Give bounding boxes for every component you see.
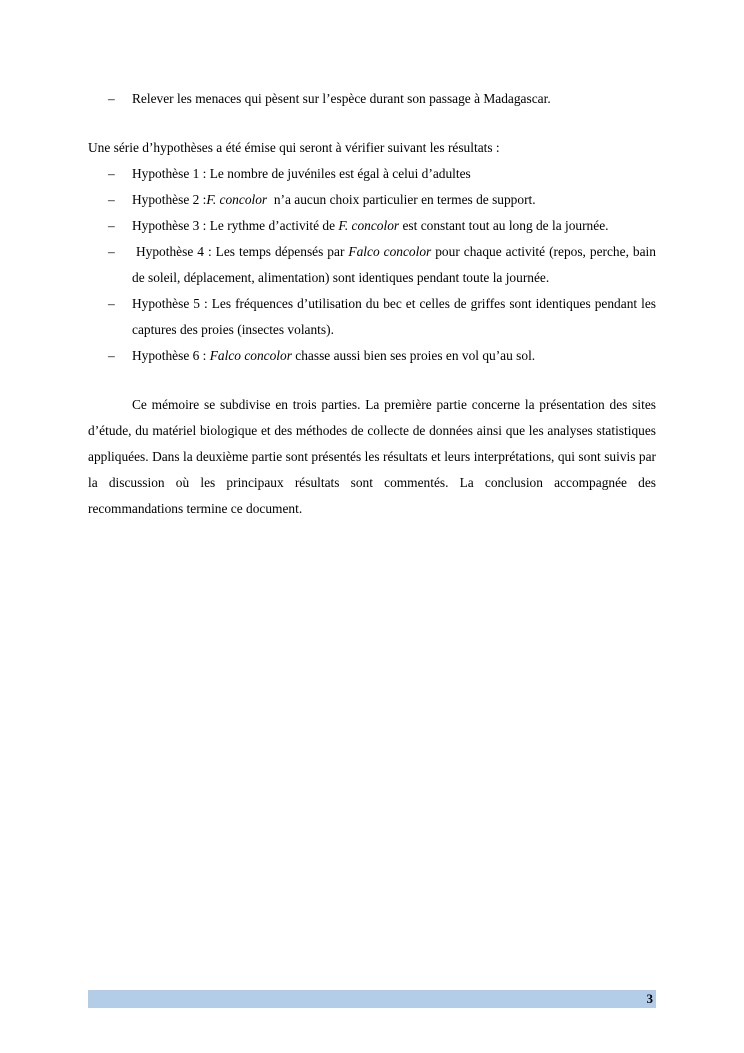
hypothesis-item-3 [88,213,656,239]
bullet-dash: – [108,218,115,233]
hypothesis-text-part: Hypothèse 6 : [132,348,210,363]
hypothesis-text-part: Hypothèse 2 : [132,192,207,207]
hypothesis-text-part: est constant tout au long de la journée. [399,218,609,233]
bullet-dash: – [108,296,115,311]
hypothesis-text-part: n’a aucun choix particulier en termes de support. [267,192,536,207]
species-name: F. concolor [338,218,400,233]
species-name: Falco concolor [348,244,432,259]
hypothesis-text [132,239,660,291]
hypothesis-item-1 [88,161,656,187]
hypothesis-text-part: Hypothèse 3 : Le rythme d’activité de [132,218,339,233]
hypothesis-item-4 [88,239,660,291]
hypothesis-item-2 [88,187,656,213]
hypothesis-text [132,187,656,213]
hypothesis-text-part: Hypothèse 4 : Les temps dépensés par [132,244,349,259]
objective-text: Relever les menaces qui pèsent sur l’espèce durant son passage à Madagascar. [132,91,551,106]
page-number: 3 [646,991,653,1006]
hypothesis-text-part: Hypothèse 1 : Le nombre de juvéniles est égal à celui d’adultes [132,166,471,181]
bullet-dash: – [108,166,115,181]
hypothesis-text [132,291,656,343]
bullet-dash: – [108,244,115,259]
spacer [88,112,656,135]
bullet-dash: – [108,91,115,106]
hypothesis-text [132,161,656,187]
bullet-dash: – [108,348,115,363]
hypothesis-item-6 [88,343,656,369]
hypothesis-text [132,213,656,239]
thesis-structure-paragraph: Ce mémoire se subdivise en trois parties. La première partie concerne la présentation des sites d’étude, du matériel biologique et des méthodes de collecte de données ainsi que les analyses statistiques appliquées. Dans la deuxième partie sont présentés les résultats et leurs interprétations, qui sont suivis par la discussion où les principaux résultats sont commentés. La conclusion accompagnée des recommandations termine ce document. [88,397,656,516]
hypotheses-list [88,161,660,369]
hypothesis-text-part: Hypothèse 5 : Les fréquences d’utilisation du bec et celles de griffes sont identiques pendant les captures des proies (insectes volants). [132,296,656,337]
species-name: F. concolor [206,192,268,207]
hypotheses-intro: Une série d’hypothèses a été émise qui seront à vérifier suivant les résultats : [88,140,500,155]
objective-bullet [88,86,656,112]
footer-bar [88,990,656,1008]
bullet-dash: – [108,192,115,207]
hypothesis-text-part: pour chaque activité (repos, perche, bain de soleil, déplacement, alimentation) sont identiques pendant toute la journée. [132,244,660,285]
spacer [88,369,656,392]
hypothesis-text-part: chasse aussi bien ses proies en vol qu’au sol. [291,348,536,363]
hypothesis-text [132,343,656,369]
species-name: Falco concolor [209,348,292,363]
hypothesis-item-5 [88,291,656,343]
page-content [88,86,660,522]
